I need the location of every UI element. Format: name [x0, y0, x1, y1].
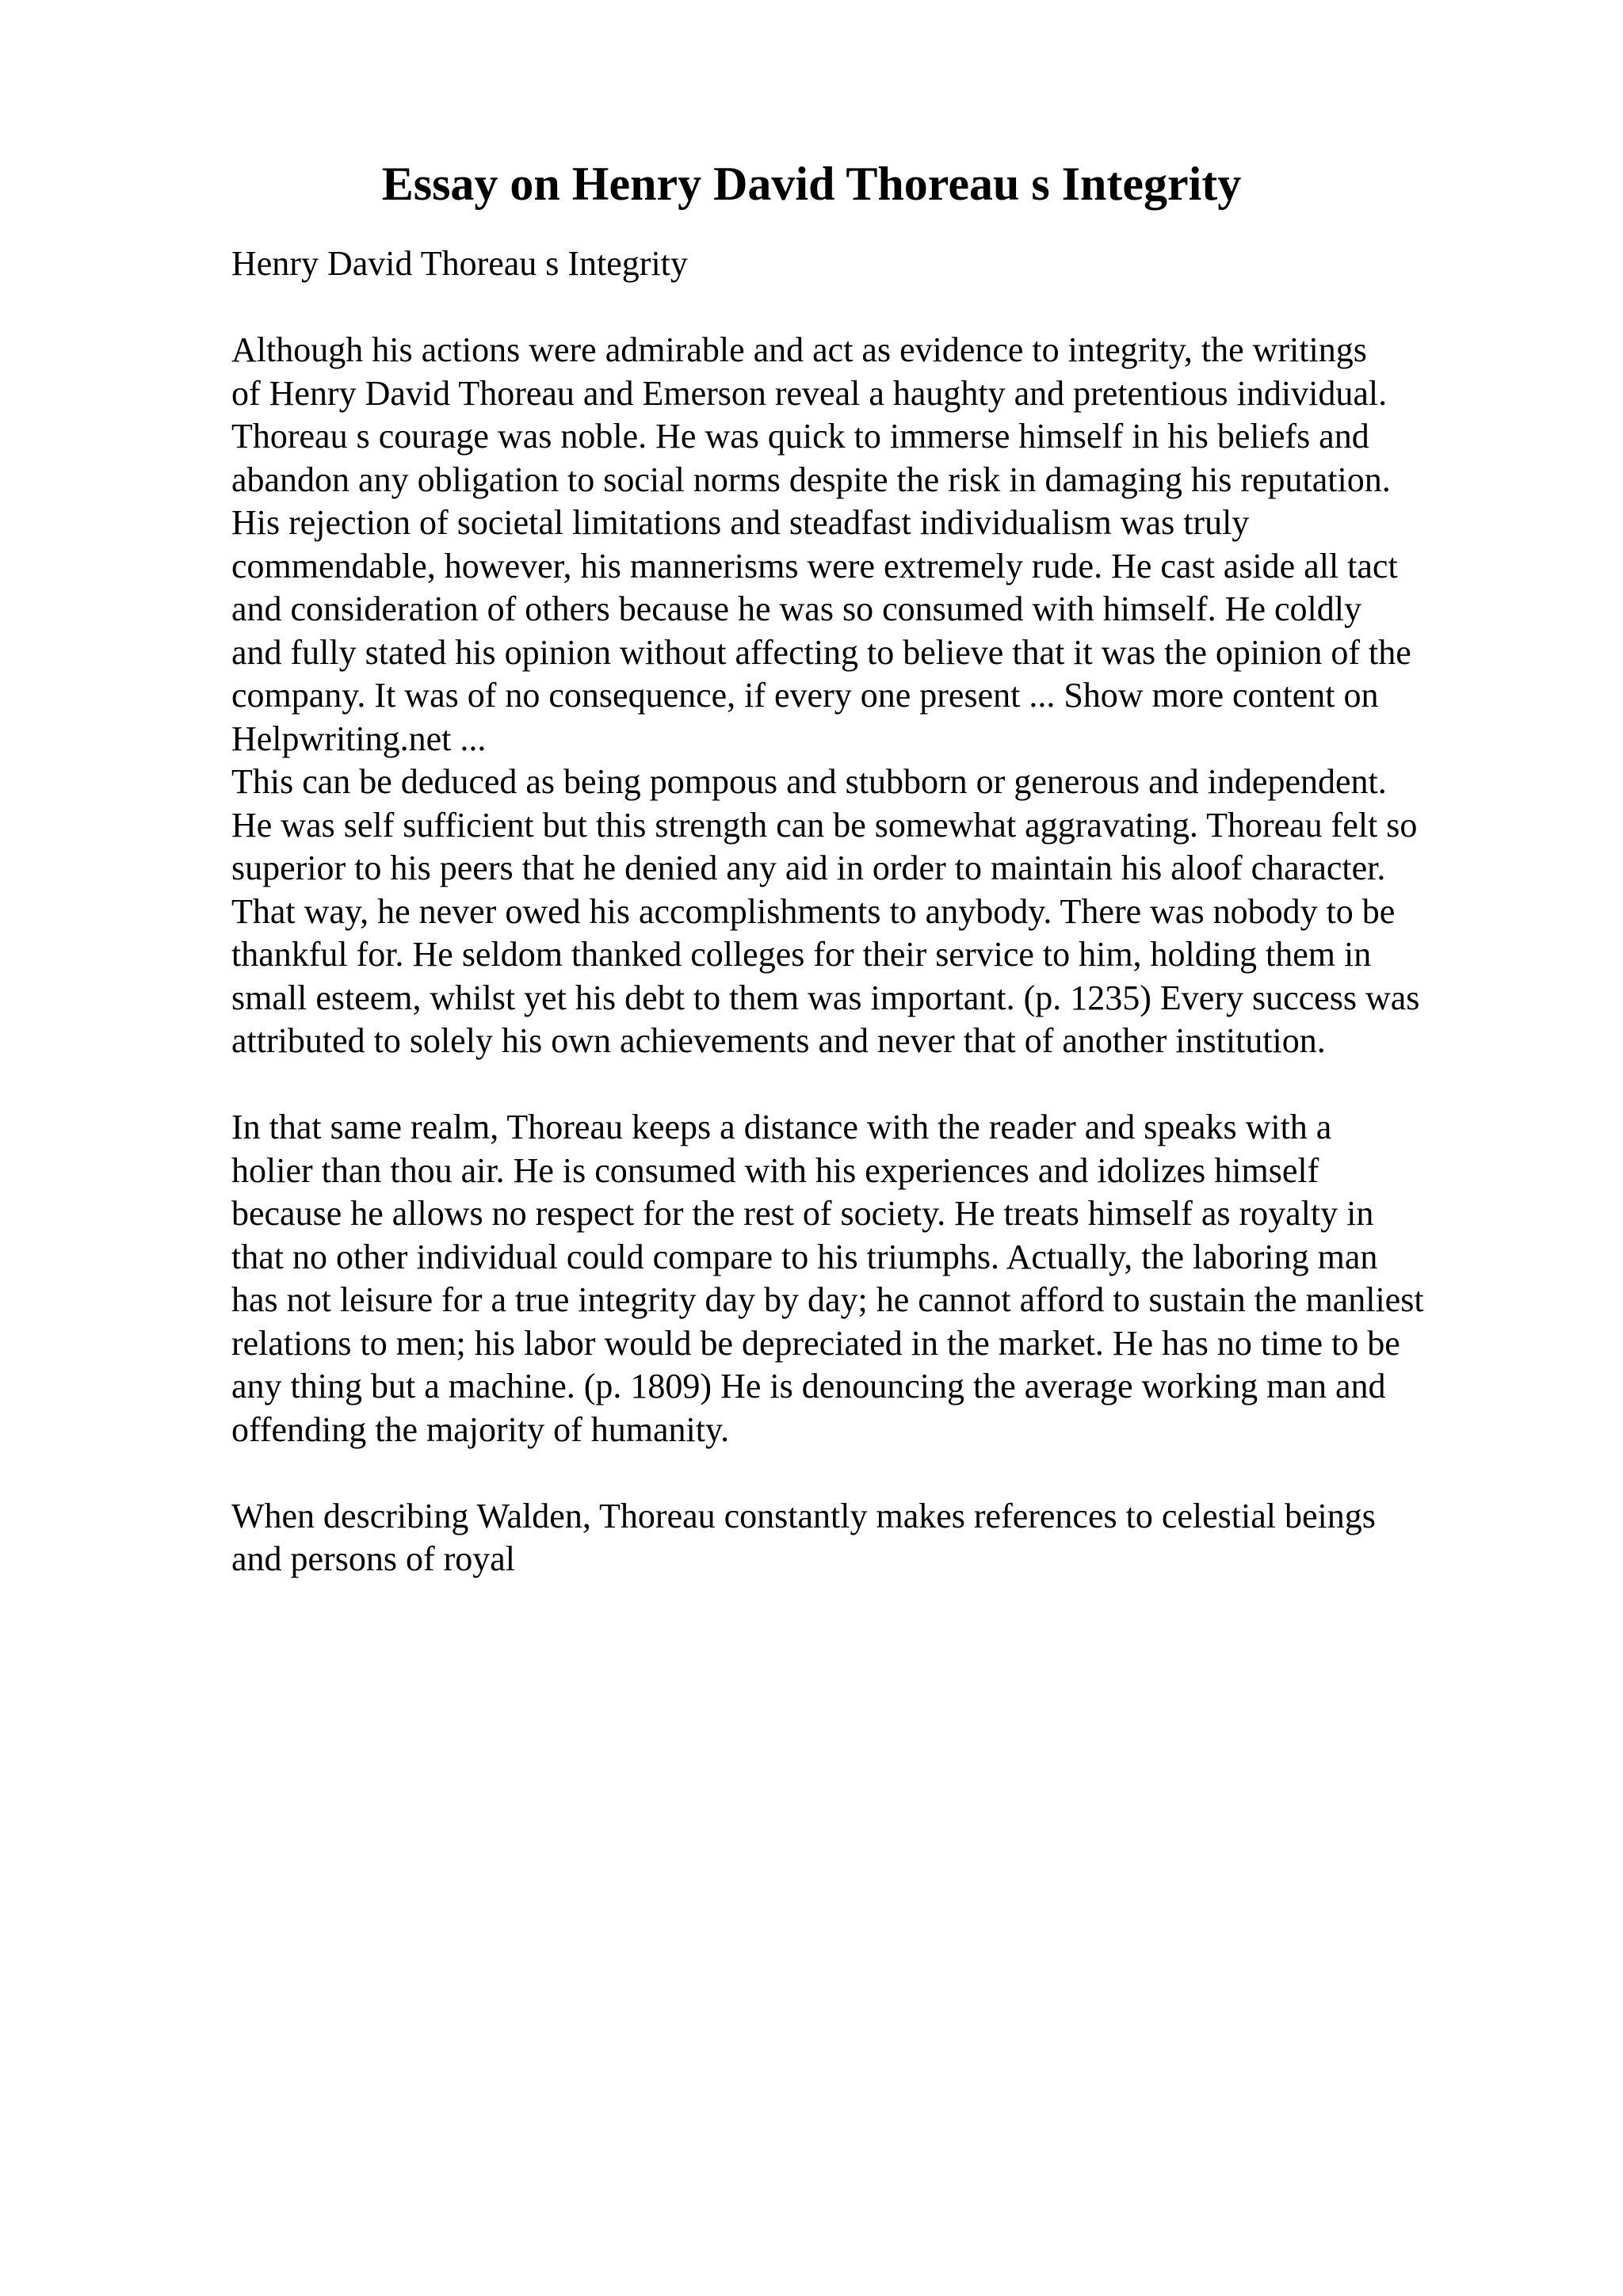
text-line: that no other individual could compare to his triumphs. Actually, the laboring man	[231, 1237, 1378, 1276]
text-line: relations to men; his labor would be depreciated in the market. He has no time to be	[231, 1323, 1400, 1363]
text-line: commendable, however, his mannerisms were extremely rude. He cast aside all tact	[231, 546, 1398, 585]
paragraph-3	[231, 1106, 1507, 1451]
text-line: thankful for. He seldom thanked colleges for their service to him, holding them in	[231, 935, 1372, 974]
text-line: That way, he never owed his accomplishments to anybody. There was nobody to be	[231, 891, 1396, 931]
essay-subtitle: Henry David Thoreau s Integrity	[231, 244, 688, 283]
paragraph-spacer	[231, 286, 1507, 330]
text-line: offending the majority of humanity.	[231, 1409, 730, 1449]
text-line: has not leisure for a true integrity day by day; he cannot afford to sustain the manliest	[231, 1280, 1424, 1319]
text-line: This can be deduced as being pompous and stubborn or generous and independent.	[231, 762, 1387, 801]
paragraph-spacer	[231, 1063, 1507, 1107]
text-line: Helpwriting.net ...	[231, 719, 487, 758]
text-line: small esteem, whilst yet his debt to them was important. (p. 1235) Every success was	[231, 978, 1420, 1017]
text-line: company. It was of no consequence, if every one present ... Show more content on	[231, 676, 1379, 715]
essay-body	[231, 242, 1507, 1581]
text-line: superior to his peers that he denied any aid in order to maintain his aloof character.	[231, 849, 1386, 887]
text-line: In that same realm, Thoreau keeps a distance with the reader and speaks with a	[231, 1108, 1332, 1146]
paragraph-2	[231, 761, 1507, 1063]
essay-title: Essay on Henry David Thoreau s Integrity	[381, 158, 1242, 210]
text-line: of Henry David Thoreau and Emerson reveal a haughty and pretentious individual.	[231, 373, 1388, 413]
text-line: abandon any obligation to social norms despite the risk in damaging his reputation.	[231, 460, 1391, 499]
text-line: Although his actions were admirable and act as evidence to integrity, the writings	[231, 330, 1367, 369]
text-line: holier than thou air. He is consumed with his experiences and idolizes himself	[231, 1150, 1319, 1190]
paragraph-spacer	[231, 1451, 1507, 1495]
text-line: attributed to solely his own achievements and never that of another institution.	[231, 1021, 1326, 1060]
text-line: Thoreau s courage was noble. He was quick to immerse himself in his beliefs and	[231, 417, 1369, 456]
paragraph-4	[231, 1495, 1507, 1581]
text-line: because he allows no respect for the rest of society. He treats himself as royalty in	[231, 1194, 1374, 1233]
text-line: When describing Walden, Thoreau constantly makes references to celestial beings	[231, 1496, 1376, 1535]
text-line: and fully stated his opinion without affecting to believe that it was the opinion of the	[231, 632, 1411, 672]
text-line: His rejection of societal limitations and steadfast individualism was truly	[231, 503, 1250, 542]
text-line: He was self sufficient but this strength can be somewhat aggravating. Thoreau felt so	[231, 805, 1418, 845]
text-line: and persons of royal	[231, 1539, 516, 1578]
text-line: and consideration of others because he was so consumed with himself. He coldly	[231, 589, 1361, 628]
paragraph-1	[231, 329, 1507, 761]
text-line: any thing but a machine. (p. 1809) He is denouncing the average working man and	[231, 1367, 1386, 1405]
